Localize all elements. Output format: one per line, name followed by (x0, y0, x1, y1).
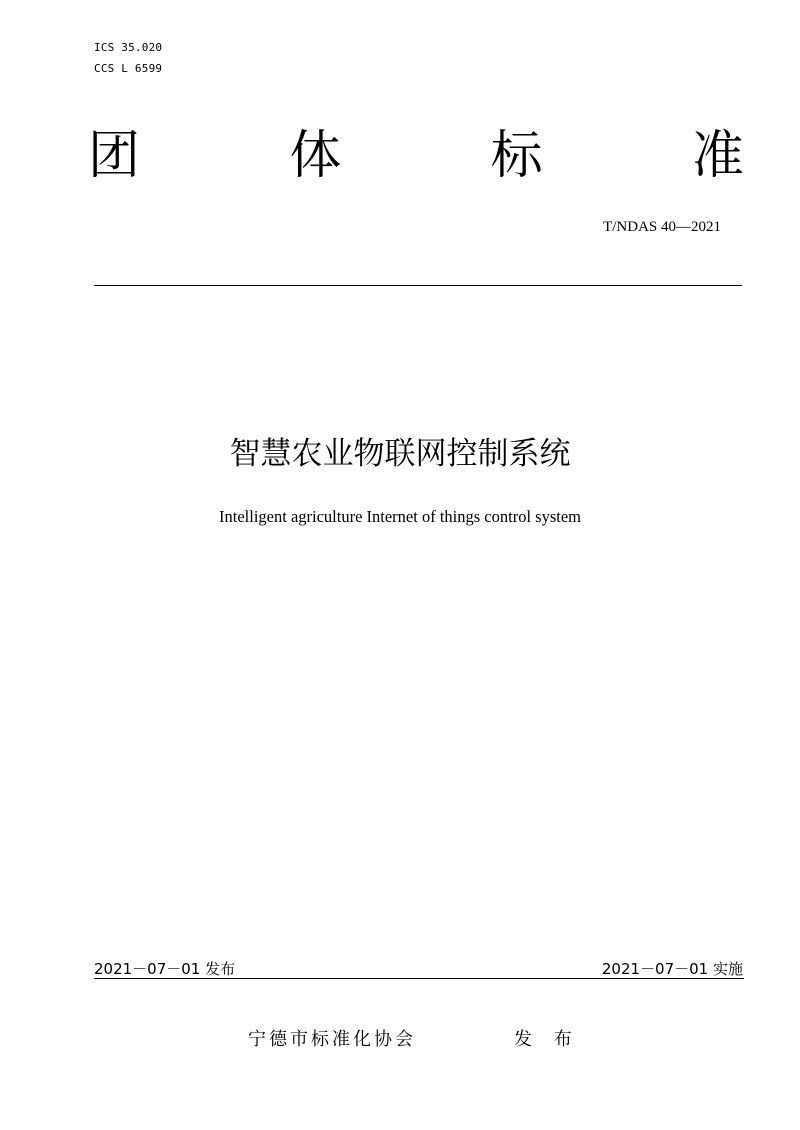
dates-divider (94, 978, 744, 979)
header-divider (94, 285, 742, 286)
document-title-chinese: 智慧农业物联网控制系统 (229, 436, 571, 472)
publish-date: 2021－07－01 发布 (94, 960, 236, 978)
ics-code: ICS 35.020 (94, 41, 163, 54)
heading-char-2: 体 (289, 126, 342, 186)
issue-label: 发 布 (514, 1029, 580, 1050)
standard-type-heading (88, 124, 744, 188)
standard-number: T/NDAS 40—2021 (603, 219, 721, 235)
ccs-code: CCS L 6599 (94, 62, 163, 75)
implement-date: 2021－07－01 实施 (601, 960, 743, 978)
heading-char-1: 团 (88, 126, 141, 186)
heading-char-4: 准 (691, 126, 744, 186)
issuing-organization: 宁德市标准化协会 (248, 1029, 416, 1050)
document-title-english: Intelligent agriculture Internet of things control system (219, 507, 581, 526)
heading-char-3: 标 (490, 126, 543, 186)
